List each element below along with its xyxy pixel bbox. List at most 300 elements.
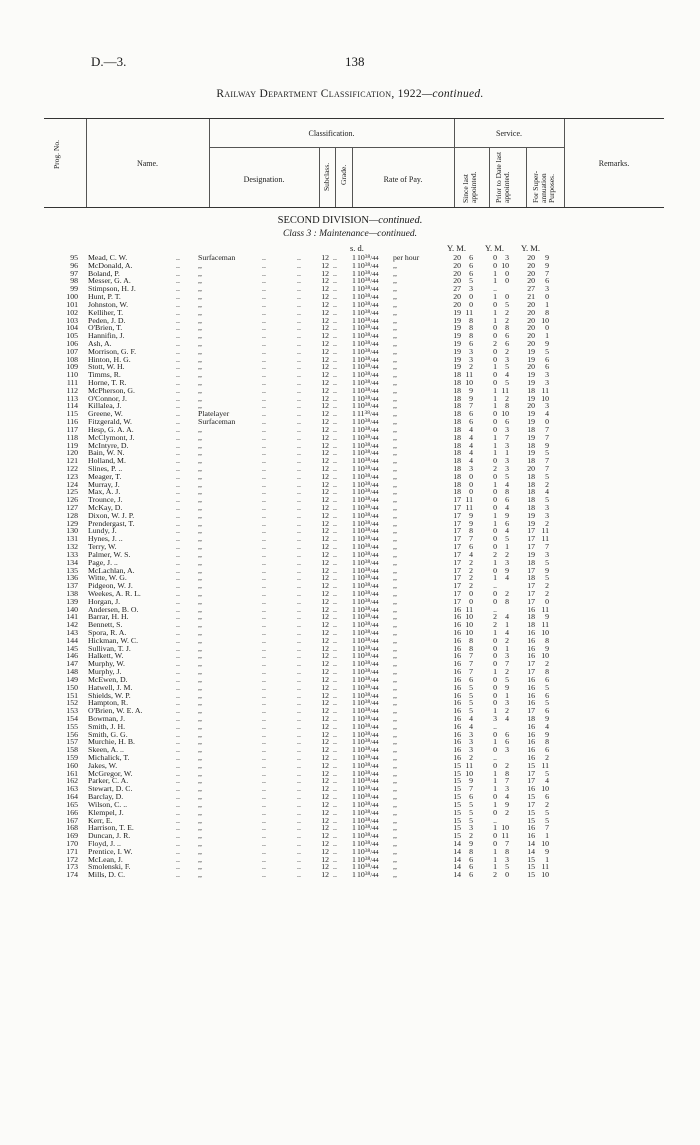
prog-no: 159 [66,753,78,762]
designation: ,, [198,542,202,552]
super-years: 19 [527,432,535,442]
leader-dots: .. [333,760,337,770]
since-months: 3 [469,823,473,833]
leader-dots: .. [297,667,301,677]
prior-years: 2 [493,620,497,630]
rate-period: ,, [393,620,397,630]
leader-dots: .. [297,299,301,309]
prog-no: 137 [66,581,78,591]
employee-name: Kerr, E. [88,815,113,825]
super-months: 2 [545,518,549,528]
leader-dots: .. [333,549,337,559]
prog-no: 124 [66,479,78,489]
rate-period: ,, [393,721,397,731]
leader-dots: .. [297,401,301,411]
prior-months: 3 [505,698,509,708]
prior-months: 4 [505,612,509,622]
super-years: 19 [527,354,535,364]
rate-period: per hour [393,253,420,262]
leader-dots: .. [297,260,301,270]
prog-no: 165 [66,799,78,809]
leader-dots: .. [176,815,180,825]
super-months: 2 [545,479,549,489]
leader-dots: .. [333,401,337,411]
super-years: 16 [527,698,535,708]
leader-dots: .. [262,659,266,669]
super-months: 10 [541,870,549,880]
leader-dots: .. [333,409,337,419]
subclass: 12 [321,596,329,606]
leader-dots: .. [176,760,180,770]
leader-dots: .. [176,604,180,614]
super-months: 3 [545,378,549,387]
rate-shillings: 1 [352,784,356,794]
super-months: 5 [545,495,549,505]
designation: ,, [198,854,202,864]
subclass: 12 [321,471,329,481]
rate-shillings: 1 [352,362,356,372]
leader-dots: .. [333,440,337,450]
employee-name: Bowman, J. [88,713,126,723]
rate-shillings: 1 [352,307,356,317]
leader-dots: .. [333,659,337,669]
employee-name: McEwen, D. [88,674,128,684]
prog-no: 158 [66,745,78,755]
since-months: 10 [465,768,473,778]
super-months: 8 [545,667,549,677]
header-prog-no: Prog. No. [52,140,61,169]
leader-dots: .. [176,659,180,669]
division-title [0,215,700,226]
since-years: 14 [453,870,461,880]
subclass: 12 [321,612,329,622]
super-years: 18 [527,495,535,505]
rate-period: ,, [393,799,397,809]
prior-months: 3 [505,854,509,864]
prior-years: 0 [493,698,497,708]
subclass: 12 [321,682,329,692]
rate-period: ,, [393,338,397,348]
prog-no: 169 [66,831,78,841]
rate-period: ,, [393,510,397,520]
super-months: 1 [545,831,549,841]
prior-years: 1 [493,557,497,567]
leader-dots: .. [333,307,337,317]
prior-months: 6 [505,518,509,528]
leader-dots: .. [333,448,337,458]
prior-months: 3 [505,456,509,466]
designation: ,, [198,299,202,309]
prior-months: 5 [505,674,509,684]
super-years: 20 [527,463,535,473]
leader-dots: .. [333,854,337,864]
designation: ,, [198,620,202,630]
super-months: 6 [545,690,549,700]
designation: ,, [198,682,202,692]
rate-shillings: 1 [352,698,356,708]
super-months: 5 [545,573,549,583]
since-years: 18 [453,393,461,403]
super-months: 0 [545,417,549,427]
since-years: 16 [453,635,461,645]
prior-months: 7 [505,838,509,848]
prior-years: 0 [493,503,497,512]
super-months: 5 [545,768,549,778]
prior-months: 2 [505,588,509,598]
super-months: 2 [545,581,549,591]
rate-shillings: 1 [352,456,356,466]
employee-name: Prentice, I. W. [88,846,133,856]
subclass: 12 [321,768,329,778]
prior-months: 7 [505,659,509,669]
rate-pence: $10^{38}/44$ [357,354,379,364]
since-years: 17 [453,495,461,505]
super-months: 4 [545,409,549,419]
leader-dots: .. [297,628,301,637]
super-years: 17 [527,565,535,575]
prior-years: 0 [493,471,497,481]
rate-pence: $10^{38}/44$ [357,760,379,770]
leader-dots: .. [333,643,337,653]
leader-dots: .. [176,417,180,427]
subclass: 12 [321,354,329,364]
rate-period: ,, [393,268,397,278]
leader-dots: .. [262,768,266,778]
prog-no: 136 [66,573,78,583]
designation: ,, [198,440,202,450]
rate-pence: $10^{38}/44$ [357,784,379,794]
designation: ,, [198,862,202,872]
leader-dots: .. [262,276,266,286]
subclass: 12 [321,495,329,505]
since-months: 7 [469,401,473,411]
leader-dots: .. [297,838,301,848]
rate-period: ,, [393,698,397,708]
rate-pence: $10^{38}/44$ [357,260,379,270]
rate-period: ,, [393,362,397,372]
employee-name: Holland, M. [88,456,126,466]
leader-dots: .. [333,628,337,637]
subclass: 12 [321,346,329,356]
since-months: 4 [469,713,473,723]
super-years: 19 [527,549,535,559]
prior-months: 8 [505,768,509,778]
rate-shillings: 1 [352,487,356,497]
leader-dots: .. [262,721,266,731]
prog-no: 135 [66,565,78,575]
prior-years: 0 [493,729,497,739]
leader-dots: .. [176,378,180,387]
employee-name: Hampton, R. [88,698,129,708]
since-months: 3 [469,346,473,356]
leader-dots: .. [333,573,337,583]
since-months: 3 [469,284,473,294]
leader-dots: .. [333,299,337,309]
prior-years: 1 [493,385,497,395]
leader-dots: .. [297,713,301,723]
super-months: 1 [545,299,549,309]
rate-shillings: 1 [352,338,356,348]
employee-name: Mills, D. C. [88,870,126,880]
rate-shillings: 1 [352,604,356,614]
subclass: 12 [321,323,329,333]
prior-years: .. [493,721,497,731]
leader-dots: .. [176,729,180,739]
since-months: 6 [469,542,473,552]
since-months: 11 [465,495,473,505]
prior-years: 1 [493,268,497,278]
rate-period: ,, [393,331,397,341]
super-months: 8 [545,307,549,317]
since-years: 17 [453,596,461,606]
prior-years: 0 [493,690,497,700]
super-years: 17 [527,526,535,536]
leader-dots: .. [176,588,180,598]
since-years: 15 [453,784,461,794]
designation: ,, [198,526,202,536]
leader-dots: .. [262,628,266,637]
rate-period: ,, [393,690,397,700]
rate-pence: $10^{38}/44$ [357,526,379,536]
employee-name: O'Brien, T. [88,323,123,333]
super-months: 6 [545,792,549,802]
rate-shillings: 1 [352,721,356,731]
prog-no: 101 [66,299,78,309]
employee-name: McIntyre, D. [88,440,129,450]
header-prior-to-date: Prior to Date last appointed. [494,151,511,203]
prog-no: 145 [66,643,78,653]
prior-months: 2 [505,667,509,677]
employee-name: Shields, W. P. [88,690,131,700]
subclass: 12 [321,870,329,880]
prog-no: 170 [66,838,78,848]
super-years: 15 [527,792,535,802]
since-months: 2 [469,565,473,575]
prior-years: 0 [493,760,497,770]
since-years: 19 [453,331,461,341]
prior-months: 0 [505,268,509,278]
leader-dots: .. [297,635,301,645]
employee-name: Bain, W. N. [88,448,125,458]
since-years: 17 [453,573,461,583]
subclass: 12 [321,745,329,755]
designation: Surfaceman [198,253,236,262]
leader-dots: .. [297,393,301,403]
leader-dots: .. [297,542,301,552]
leader-dots: .. [333,526,337,536]
rate-shillings: 1 [352,315,356,325]
leader-dots: .. [333,604,337,614]
since-months: 8 [469,526,473,536]
prog-no: 133 [66,549,78,559]
rate-period: ,, [393,370,397,380]
employee-name: O'Brien, W. E. A. [88,706,143,716]
leader-dots: .. [262,729,266,739]
prog-no: 134 [66,557,78,567]
prior-years: 1 [493,737,497,747]
rate-period: ,, [393,588,397,598]
since-months: 7 [469,651,473,661]
prog-no: 157 [66,737,78,747]
rate-shillings: 1 [352,276,356,286]
leader-dots: .. [262,706,266,716]
since-months: 8 [469,315,473,325]
rate-period: ,, [393,448,397,458]
leader-dots: .. [297,534,301,544]
rate-pence: $10^{38}/44$ [357,378,379,387]
leader-dots: .. [176,354,180,364]
since-months: 11 [465,307,473,317]
super-months: 11 [541,385,549,395]
rate-shillings: 1 [352,495,356,505]
subclass: 12 [321,667,329,677]
subclass: 12 [321,292,329,302]
rate-period: ,, [393,776,397,786]
employee-name: Pidgeon, W. J. [88,581,133,591]
since-months: 5 [469,682,473,692]
super-years: 16 [527,753,535,762]
leader-dots: .. [297,338,301,348]
subclass: 12 [321,799,329,809]
leader-dots: .. [176,471,180,481]
since-months: 0 [469,471,473,481]
leader-dots: .. [333,745,337,755]
leader-dots: .. [176,260,180,270]
prog-no: 140 [66,604,78,614]
prior-years: 1 [493,432,497,442]
super-months: 6 [545,362,549,372]
rate-period: ,, [393,659,397,669]
super-years: 18 [527,713,535,723]
rate-pence: $10^{38}/44$ [357,690,379,700]
leader-dots: .. [333,776,337,786]
leader-dots: .. [176,737,180,747]
super-months: 10 [541,315,549,325]
rate-period: ,, [393,573,397,583]
super-months: 5 [545,448,549,458]
since-months: 11 [465,370,473,380]
since-years: 17 [453,565,461,575]
leader-dots: .. [333,792,337,802]
employee-name: McGregor, W. [88,768,133,778]
leader-dots: .. [176,268,180,278]
leader-dots: .. [262,760,266,770]
designation: ,, [198,815,202,825]
employee-name: Murray, J. [88,479,120,489]
subclass: 12 [321,854,329,864]
since-years: 19 [453,315,461,325]
super-years: 19 [527,378,535,387]
leader-dots: .. [262,307,266,317]
rate-period: ,, [393,385,397,395]
super-years: 19 [527,417,535,427]
leader-dots: .. [176,573,180,583]
prog-no: 146 [66,651,78,661]
prior-years: 0 [493,596,497,606]
rate-pence: $10^{38}/44$ [357,518,379,528]
prior-years: 1 [493,784,497,794]
leader-dots: .. [297,799,301,809]
leader-dots: .. [297,784,301,794]
since-months: 6 [469,674,473,684]
rate-pence: $10^{38}/44$ [357,432,379,442]
super-years: 17 [527,776,535,786]
since-months: 4 [469,440,473,450]
prog-no: 104 [66,323,78,333]
prior-years: 1 [493,862,497,872]
leader-dots: .. [297,588,301,598]
rate-pence: $10^{38}/44$ [357,737,379,747]
rate-shillings: 1 [352,542,356,552]
leader-dots: .. [297,815,301,825]
employee-name: Hunt, P. T. [88,292,121,302]
leader-dots: .. [176,807,180,817]
since-months: 6 [469,870,473,880]
since-years: 17 [453,549,461,559]
since-years: 15 [453,831,461,841]
since-years: 16 [453,674,461,684]
employee-name: Hynes, J. .. [88,534,123,544]
subclass: 12 [321,651,329,661]
super-years: 17 [527,706,535,716]
since-months: 8 [469,331,473,341]
leader-dots: .. [297,596,301,606]
rate-shillings: 1 [352,417,356,427]
subclass: 12 [321,432,329,442]
rate-pence: $10^{38}/44$ [357,815,379,825]
leader-dots: .. [333,799,337,809]
designation: ,, [198,604,202,614]
prior-years: .. [493,753,497,762]
rate-pence: $10^{38}/44$ [357,768,379,778]
super-years: 17 [527,542,535,552]
since-years: 18 [453,385,461,395]
header-since-last: Since last appointed. [461,171,478,203]
rate-period: ,, [393,503,397,512]
since-years: 15 [453,760,461,770]
employee-name: Bennett, S. [88,620,123,630]
designation: ,, [198,268,202,278]
employee-name: Smith, G. G. [88,729,128,739]
super-years: 16 [527,784,535,794]
leader-dots: .. [176,479,180,489]
prog-no: 96 [70,260,78,270]
prior-years: 0 [493,792,497,802]
designation: ,, [198,698,202,708]
leader-dots: .. [176,346,180,356]
since-years: 20 [453,253,461,262]
prior-months: 4 [505,628,509,637]
prior-years: 1 [493,440,497,450]
employee-name: Boland, P. [88,268,120,278]
rate-pence: $10^{38}/44$ [357,323,379,333]
leader-dots: .. [262,635,266,645]
super-months: 11 [541,604,549,614]
super-years: 16 [527,643,535,653]
rate-pence: $10^{38}/44$ [357,706,379,716]
since-months: 5 [469,799,473,809]
subclass: 12 [321,424,329,434]
rate-period: ,, [393,307,397,317]
leader-dots: .. [262,338,266,348]
leader-dots: .. [176,292,180,302]
rate-period: ,, [393,401,397,411]
leader-dots: .. [176,854,180,864]
designation: ,, [198,292,202,302]
prior-months: 3 [505,440,509,450]
designation: ,, [198,706,202,716]
super-months: 2 [545,588,549,598]
